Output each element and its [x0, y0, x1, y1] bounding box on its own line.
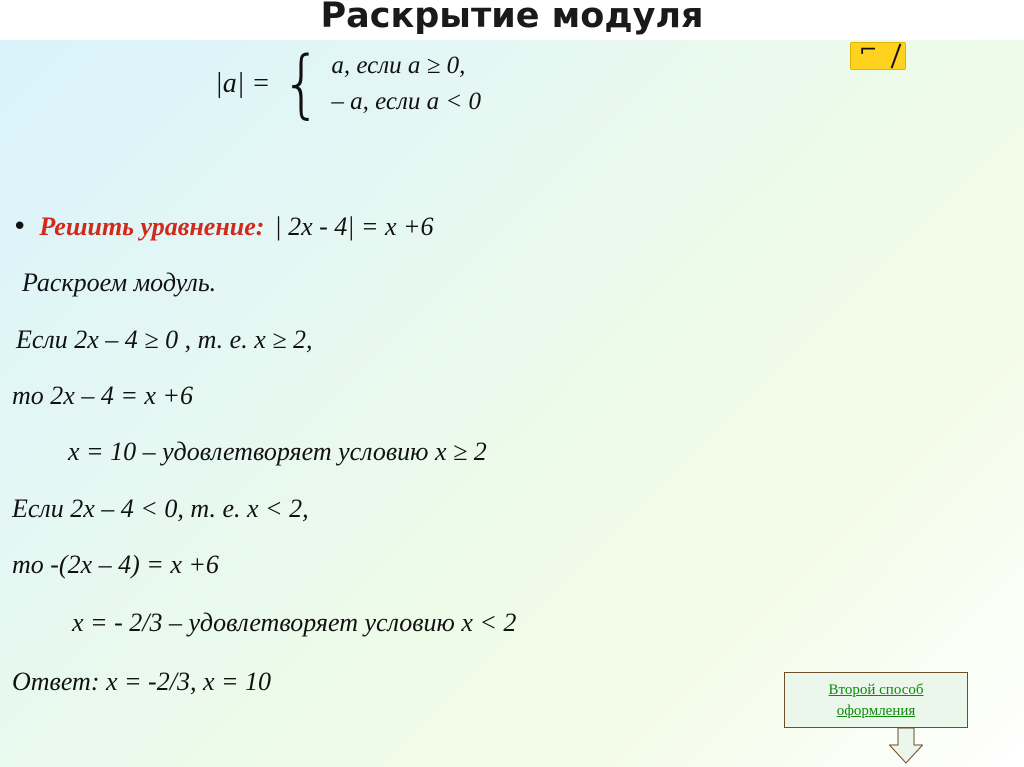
corner-tab-icon — [850, 42, 906, 70]
callout-line-2: оформления — [836, 703, 916, 719]
task-equation: | 2x - 4| = x +6 — [274, 212, 434, 241]
solution-line: то 2x – 4 = x +6 — [12, 381, 193, 410]
page-title: Раскрытие модуля — [320, 0, 704, 36]
task-row — [12, 212, 434, 242]
modulus-case-positive: a, если a ≥ 0, — [331, 52, 466, 79]
solution-line: x = - 2/3 – удовлетворяет условию x < 2 — [72, 608, 517, 637]
modulus-definition — [215, 41, 482, 127]
solution-line: Если 2x – 4 < 0, т. е. x < 2, — [12, 494, 309, 523]
arrow-down-svg — [889, 728, 923, 764]
callout-line-1: Второй способ — [828, 682, 924, 698]
brace-icon: { — [281, 41, 322, 127]
corner-tab-glyph: ⌐ — [859, 42, 878, 63]
task-label: Решить уравнение: — [39, 212, 265, 241]
bullet-icon: • — [12, 212, 28, 242]
answer-line: Ответ: x = -2/3, x = 10 — [12, 667, 272, 696]
modulus-cases — [331, 52, 481, 116]
modulus-lhs: |a| = — [215, 68, 271, 99]
solution-line: то -(2x – 4) = x +6 — [12, 550, 219, 579]
solution-line: Если 2x – 4 ≥ 0 , т. е. x ≥ 2, — [16, 325, 313, 354]
solution-line: Раскроем модуль. — [22, 268, 217, 297]
title-bar — [0, 0, 1024, 40]
corner-tab-slash — [891, 43, 902, 68]
solution-line: x = 10 – удовлетворяет условию x ≥ 2 — [68, 437, 487, 466]
arrow-down-icon — [889, 728, 923, 764]
modulus-case-negative: – a, если a < 0 — [331, 88, 482, 115]
second-method-callout[interactable] — [784, 672, 968, 728]
